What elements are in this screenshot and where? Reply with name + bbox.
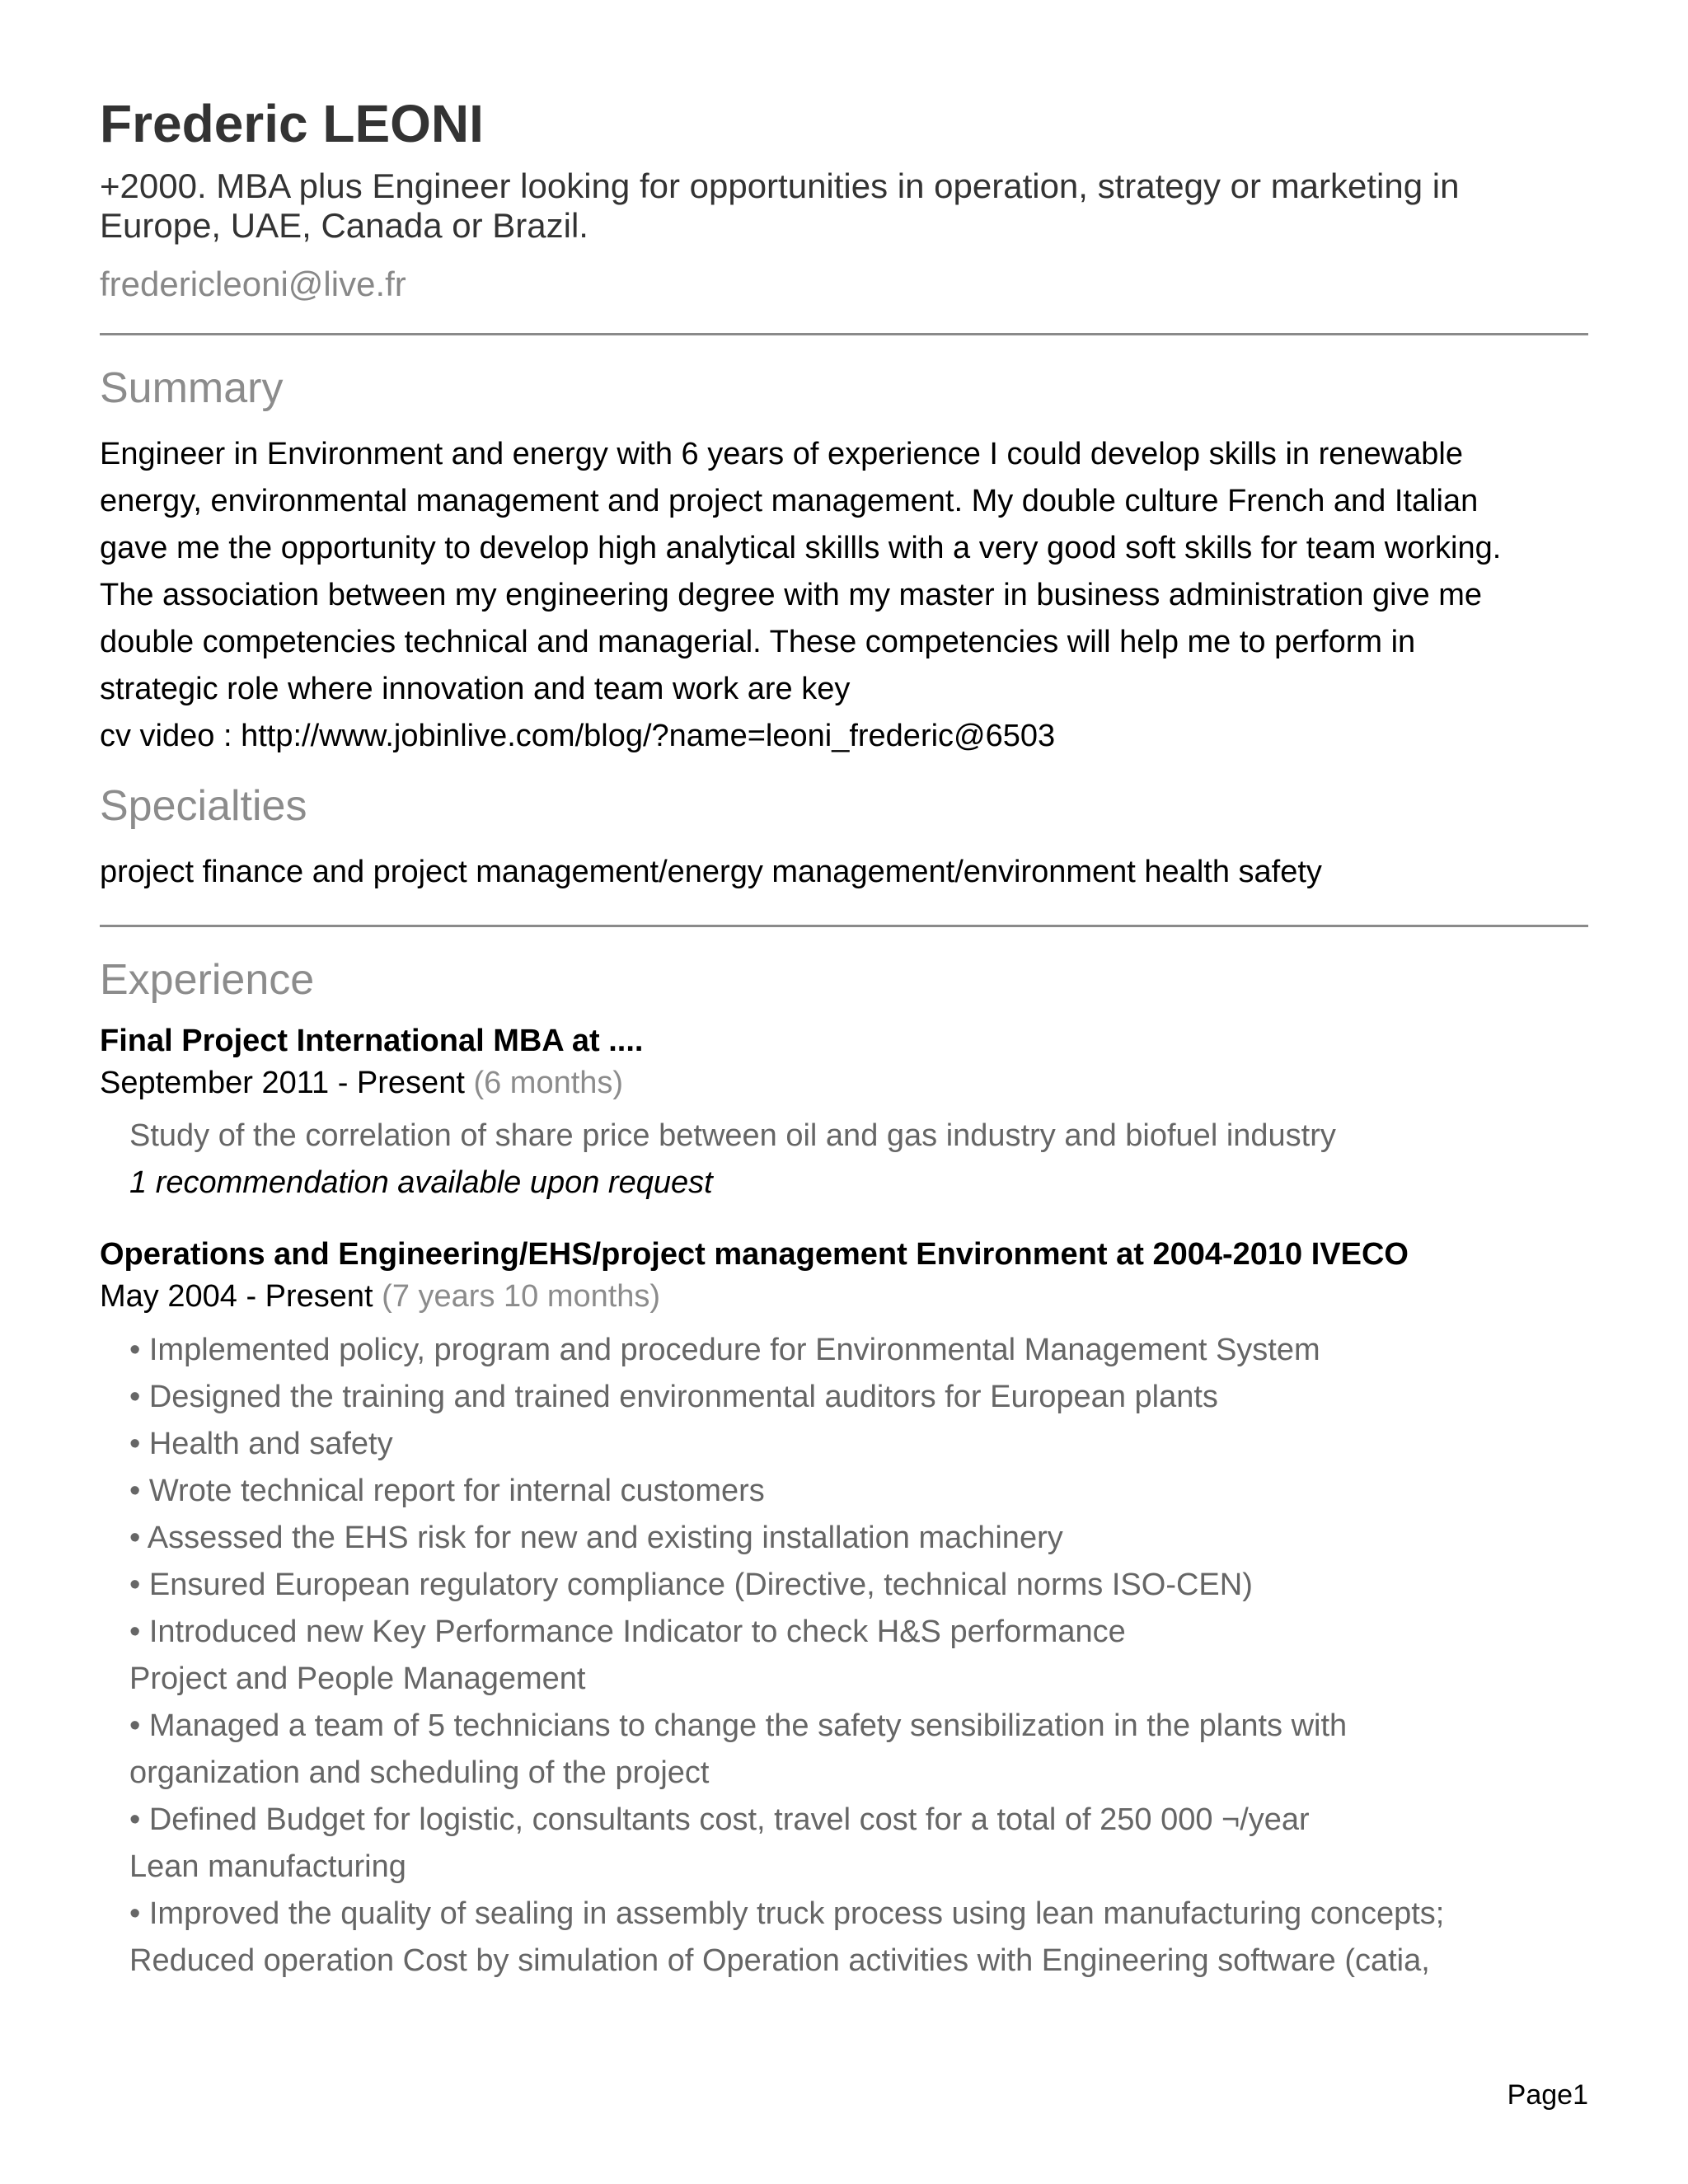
job-description-line: • Managed a team of 5 technicians to change the safety sensibilization in the plants with [129, 1708, 1348, 1743]
job-dates [100, 1062, 623, 1104]
job-title: Final Project International MBA at .... [100, 1024, 644, 1058]
summary-heading: Summary [100, 364, 284, 412]
job-description-line: • Assessed the EHS risk for new and existing installation machinery [129, 1521, 1063, 1555]
job-description-line: Project and People Management [129, 1661, 586, 1696]
job-description-line: • Implemented policy, program and procedure for Environmental Management System [129, 1333, 1320, 1367]
candidate-name: Frederic LEONI [100, 94, 484, 153]
job-description-line: • Wrote technical report for internal customers [129, 1474, 765, 1508]
email-address[interactable]: fredericleoni@live.fr [100, 265, 406, 303]
cv-video-link[interactable]: cv video : http://www.jobinlive.com/blog/?name=leoni_frederic@6503 [100, 719, 1056, 753]
job-date-range: May 2004 - Present [100, 1279, 373, 1314]
summary-line: strategic role where innovation and team work are key [100, 672, 851, 706]
job-description-line: Study of the correlation of share price between oil and gas industry and biofuel industry [129, 1118, 1336, 1153]
job-description-line: • Defined Budget for logistic, consultants cost, travel cost for a total of 250 000 ¬/year [129, 1802, 1310, 1837]
job-dates [100, 1276, 660, 1317]
summary-line: double competencies technical and managerial. These competencies will help me to perform in [100, 625, 1416, 659]
headline [100, 166, 1588, 246]
divider [100, 333, 1588, 335]
job-date-range: September 2011 - Present [100, 1066, 465, 1100]
specialties-text [100, 849, 1588, 896]
divider [100, 925, 1588, 927]
job-duration: (6 months) [473, 1066, 624, 1100]
job-description-line: • Health and safety [129, 1427, 393, 1461]
summary-line: gave me the opportunity to develop high analytical skillls with a very good soft skills for team working. [100, 531, 1502, 565]
headline-line: Europe, UAE, Canada or Brazil. [100, 206, 588, 245]
summary-line: energy, environmental management and project management. My double culture French and Italian [100, 484, 1479, 518]
job-description-line: • Designed the training and trained environmental auditors for European plants [129, 1380, 1218, 1414]
job-description-line: organization and scheduling of the project [129, 1755, 710, 1790]
page-number: Page1 [1507, 2079, 1588, 2111]
job-description-line: Lean manufacturing [129, 1849, 406, 1884]
summary-line: The association between my engineering degree with my master in business administration give me [100, 578, 1483, 612]
job-duration: (7 years 10 months) [382, 1279, 661, 1314]
job-description [129, 1327, 1444, 1985]
job-description-line: • Introduced new Key Performance Indicator to check H&S performance [129, 1615, 1126, 1649]
job-description-line: • Ensured European regulatory compliance (Directive, technical norms ISO-CEN) [129, 1568, 1253, 1602]
specialties-heading: Specialties [100, 782, 307, 830]
job-description [129, 1113, 1336, 1207]
experience-heading: Experience [100, 956, 315, 1004]
summary-text [100, 431, 1588, 760]
job-description-line: • Improved the quality of sealing in assembly truck process using lean manufacturing concepts; [129, 1896, 1445, 1931]
headline-line: +2000. MBA plus Engineer looking for opportunities in operation, strategy or marketing in [100, 166, 1460, 205]
job-recommendation: 1 recommendation available upon request [129, 1165, 713, 1200]
summary-line: Engineer in Environment and energy with 6 years of experience I could develop skills in renewable [100, 437, 1463, 471]
job-title: Operations and Engineering/EHS/project management Environment at 2004-2010 IVECO [100, 1237, 1409, 1272]
specialties-line: project finance and project management/energy management/environment health safety [100, 855, 1322, 889]
job-description-line: Reduced operation Cost by simulation of Operation activities with Engineering software (catia, [129, 1943, 1430, 1978]
